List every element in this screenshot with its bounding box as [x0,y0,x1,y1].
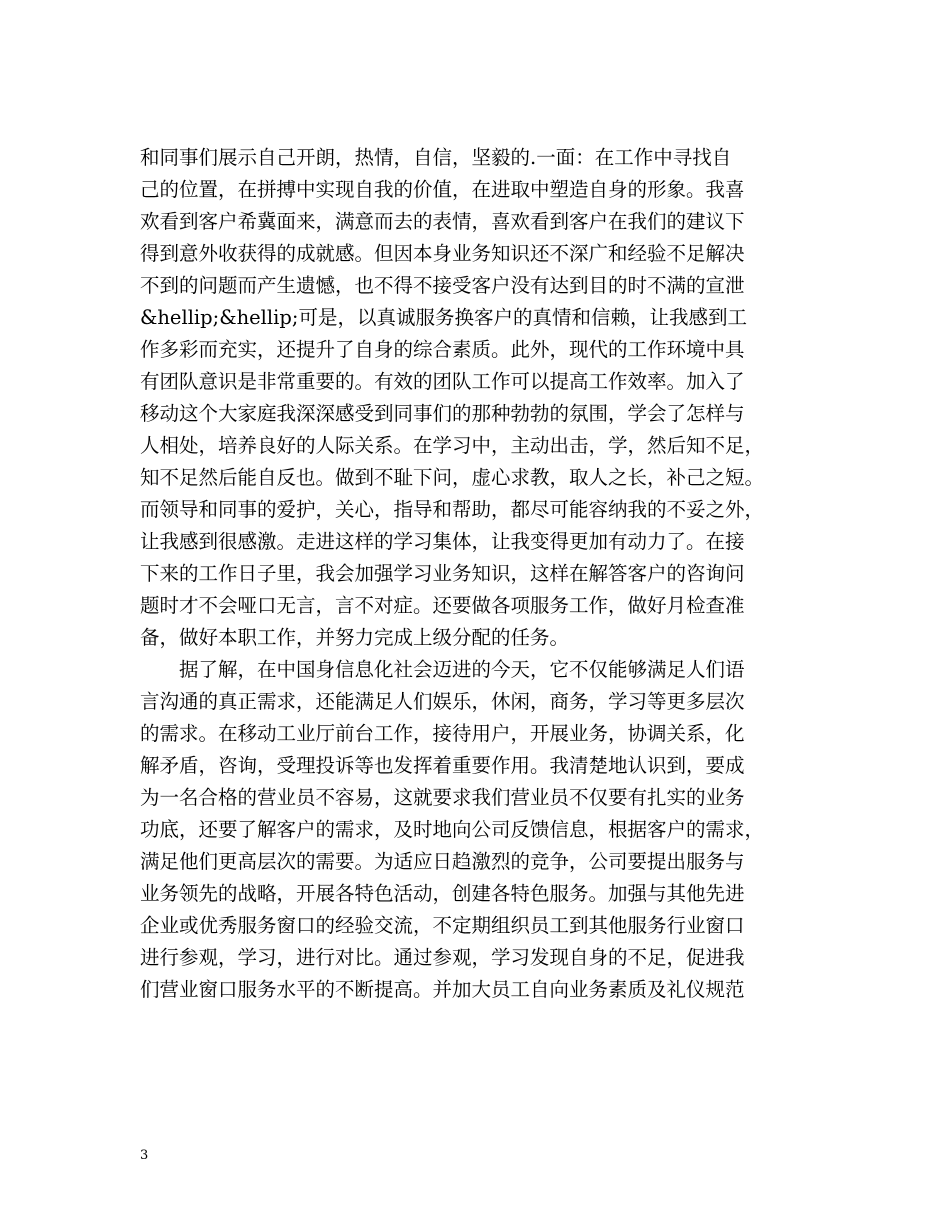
paragraph-start-line: 据了解，在中国身信息化社会迈进的今天，它不仅能够满足人们语 [179,658,745,681]
text-line: 功底，还要了解客户的需求，及时地向公司反馈信息，根据客户的需求， [140,818,765,841]
text-line: 知不足然后能自反也。做到不耻下问，虚心求教，取人之长，补己之短。 [140,466,765,489]
text-line: 让我感到很感激。走进这样的学习集体，让我变得更加有动力了。在接 [140,530,745,553]
text-line: 进行参观，学习，进行对比。通过参观，学习发现自身的不足，促进我 [140,946,745,969]
text-line: 己的位置，在拼搏中实现自我的价值，在进取中塑造自身的形象。我喜 [140,178,745,201]
text-line: 而领导和同事的爱护，关心，指导和帮助，都尽可能容纳我的不妥之外， [140,498,765,521]
text-line: 移动这个大家庭我深深感受到同事们的那种勃勃的氛围，学会了怎样与 [140,402,745,425]
text-line: 的需求。在移动工业厅前台工作，接待用户，开展业务，协调关系，化 [140,722,745,745]
text-line: 为一名合格的营业员不容易，这就要求我们营业员不仅要有扎实的业务 [140,786,745,809]
text-line: 企业或优秀服务窗口的经验交流，不定期组织员工到其他服务行业窗口 [140,914,745,937]
text-line: 作多彩而充实，还提升了自身的综合素质。此外，现代的工作环境中具 [140,338,745,361]
text-line: 言沟通的真正需求，还能满足人们娱乐，休闲，商务，学习等更多层次 [140,690,745,713]
text-line: 下来的工作日子里，我会加强学习业务知识，这样在解答客户的咨询问 [140,562,745,585]
text-line: 得到意外收获得的成就感。但因本身业务知识还不深广和经验不足解决 [140,242,745,265]
text-line: &hellip;&hellip;可是，以真诚服务换客户的真情和信赖，让我感到工 [140,306,747,329]
text-line: 欢看到客户希冀面来，满意而去的表情，喜欢看到客户在我们的建议下 [140,210,745,233]
text-line: 不到的问题而产生遗憾，也不得不接受客户没有达到目的时不满的宣泄 [140,274,745,297]
text-line: 有团队意识是非常重要的。有效的团队工作可以提高工作效率。加入了 [140,370,745,393]
text-line: 题时才不会哑口无言，言不对症。还要做各项服务工作，做好月检查准 [140,594,745,617]
text-line: 业务领先的战略，开展各特色活动，创建各特色服务。加强与其他先进 [140,882,745,905]
page-number: 3 [140,1148,149,1163]
text-line: 人相处，培养良好的人际关系。在学习中，主动出击，学，然后知不足， [140,434,765,457]
text-line: 解矛盾，咨询，受理投诉等也发挥着重要作用。我清楚地认识到，要成 [140,754,745,777]
text-line: 和同事们展示自己开朗，热情，自信，坚毅的.一面：在工作中寻找自 [140,146,732,169]
text-line: 们营业窗口服务水平的不断提高。并加大员工自向业务素质及礼仪规范 [140,978,745,1001]
text-line: 满足他们更高层次的需要。为适应日趋激烈的竞争，公司要提出服务与 [140,850,745,873]
text-line: 备，做好本职工作，并努力完成上级分配的任务。 [140,626,570,649]
body-text [140,142,820,1006]
